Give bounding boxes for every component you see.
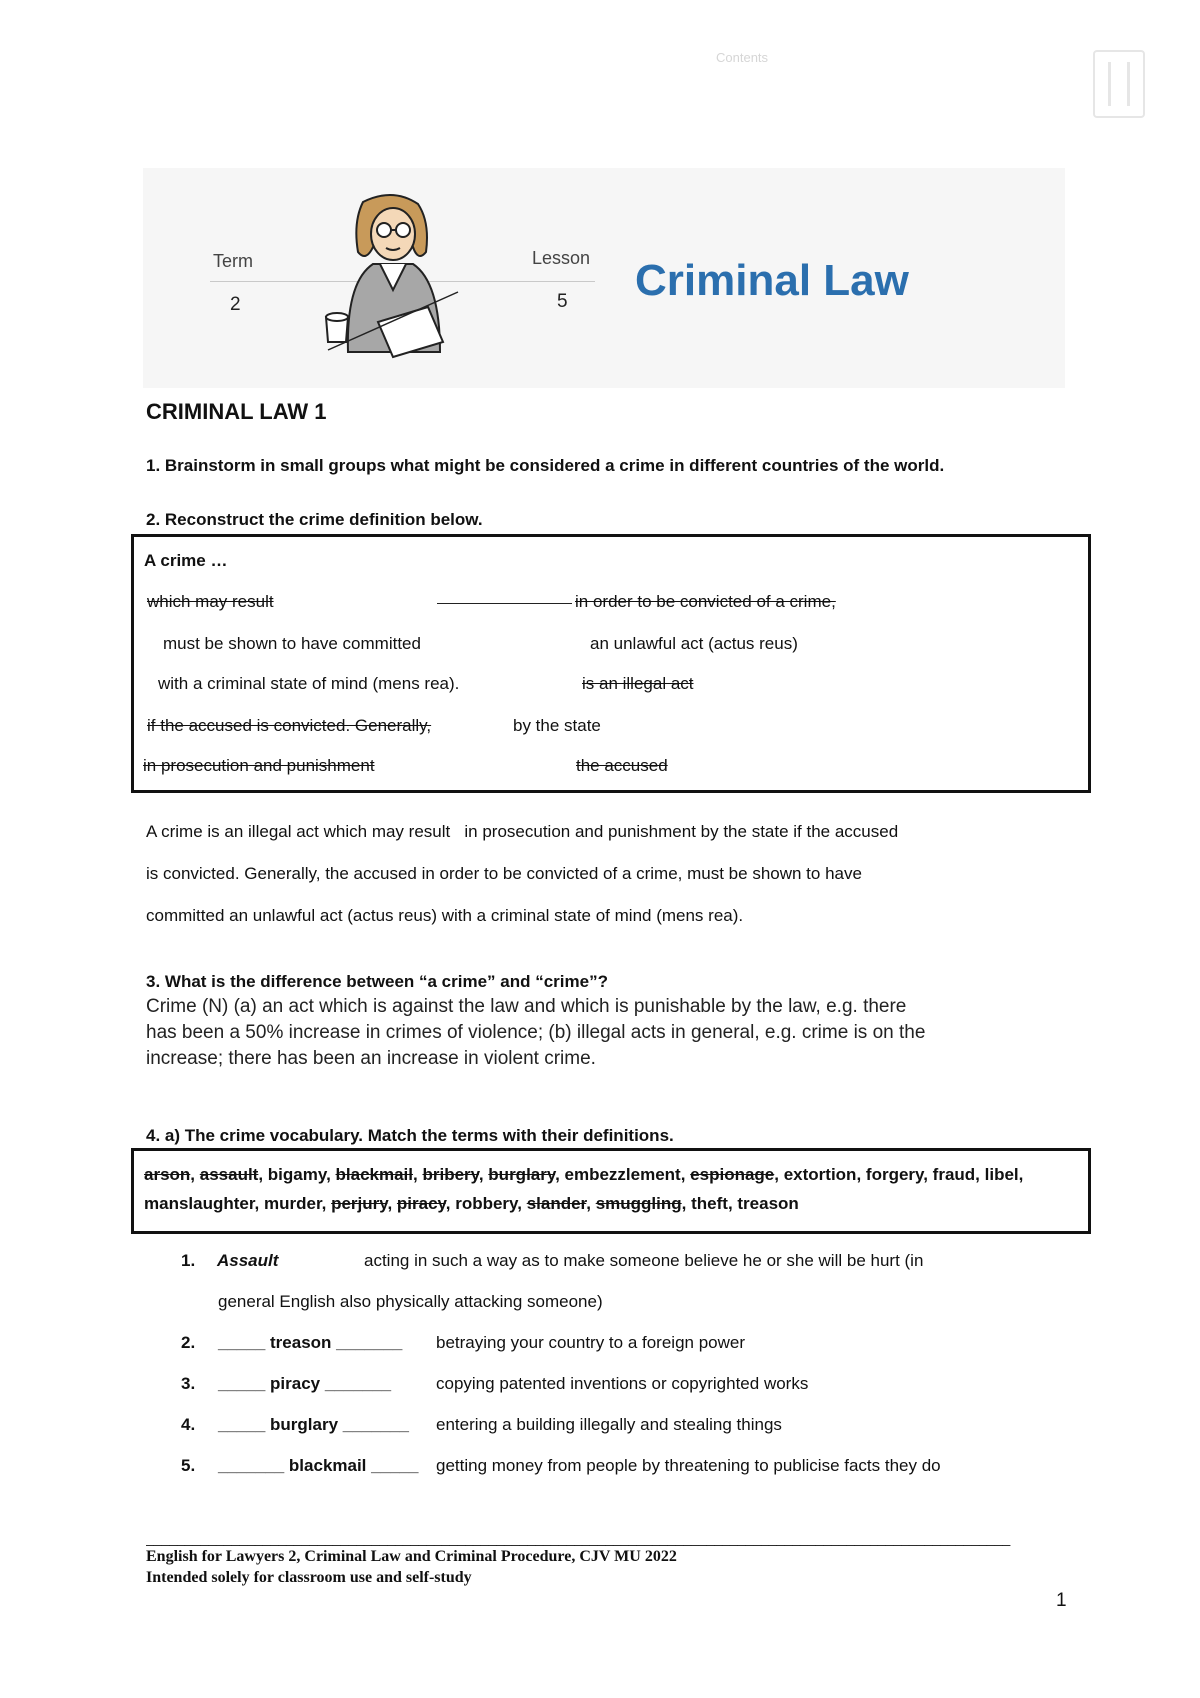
vocab-word: espionage xyxy=(690,1165,775,1184)
item-definition: general English also physically attacking someone) xyxy=(218,1292,603,1311)
vocab-word: robbery xyxy=(455,1194,518,1213)
item-definition: acting in such a way as to make someone believe he or she will be hurt (in xyxy=(364,1251,924,1270)
vocab-word: bribery xyxy=(422,1165,479,1184)
item-number: 4. xyxy=(181,1415,196,1434)
lesson-banner xyxy=(143,168,1065,388)
vocab-word: embezzlement xyxy=(564,1165,681,1184)
item-number: 3. xyxy=(181,1374,196,1393)
vocab-word: perjury xyxy=(331,1194,388,1213)
difference-line: increase; there has been an increase in violent crime. xyxy=(146,1048,596,1069)
definition-fragment: in order to be convicted of a crime, xyxy=(575,592,836,611)
vocab-word: burglary xyxy=(488,1165,556,1184)
definition-fragment: the accused xyxy=(576,756,668,775)
answer-line: is convicted. Generally, the accused in order to be convicted of a crime, must be shown to have xyxy=(146,864,862,883)
vocab-word: bigamy xyxy=(267,1165,327,1184)
section-title: CRIMINAL LAW 1 xyxy=(146,399,327,424)
definition-fragment: must be shown to have committed xyxy=(163,634,421,653)
answer-line: committed an unlawful act (actus reus) with a criminal state of mind (mens rea). xyxy=(146,906,744,925)
task-3: 3. What is the difference between “a crime” and “crime”? xyxy=(146,972,608,991)
teacher-illustration-icon xyxy=(318,192,468,362)
lesson-label: Lesson xyxy=(532,248,591,268)
h-logo-icon xyxy=(1093,50,1145,118)
definition-fragment: by the state xyxy=(513,716,601,735)
difference-line: Crime (N) (a) an act which is against the law and which is punishable by the law, e.g. there xyxy=(146,996,907,1017)
header-faint-text: Contents xyxy=(716,50,769,65)
vocab-word: blackmail xyxy=(335,1165,414,1184)
item-number: 1. xyxy=(181,1251,196,1270)
item-term: _____ treason _______ xyxy=(218,1333,403,1352)
vocab-word: fraud xyxy=(932,1165,976,1184)
banner-title: Criminal Law xyxy=(635,256,909,305)
item-definition: copying patented inventions or copyrighted works xyxy=(436,1374,809,1393)
task-2: 2. Reconstruct the crime definition below. xyxy=(146,510,483,529)
task-1: 1. Brainstorm in small groups what might be considered a crime in different countries of the world. xyxy=(146,456,945,475)
definition-fragment: an unlawful act (actus reus) xyxy=(590,634,798,653)
definition-fragment: which may result xyxy=(147,592,274,611)
vocab-word: forgery xyxy=(865,1165,924,1184)
definition-fragment: in prosecution and punishment xyxy=(143,756,375,775)
vocab-word: theft xyxy=(691,1194,728,1213)
page-number: 1 xyxy=(1056,1590,1067,1611)
blank-line xyxy=(437,603,572,604)
difference-line: has been a 50% increase in crimes of violence; (b) illegal acts in general, e.g. crime is on the xyxy=(146,1022,926,1043)
definition-fragment: is an illegal act xyxy=(582,674,694,693)
vocab-word: piracy xyxy=(396,1194,446,1213)
item-term: Assault xyxy=(217,1251,279,1270)
vocab-word: assault xyxy=(199,1165,259,1184)
lesson-value: 5 xyxy=(557,291,568,312)
term-value: 2 xyxy=(230,294,241,315)
vocab-word: smuggling xyxy=(595,1194,682,1213)
item-number: 5. xyxy=(181,1456,196,1475)
definition-heading: A crime … xyxy=(144,551,228,570)
vocab-word: extortion xyxy=(783,1165,857,1184)
item-definition: getting money from people by threatening to publicise facts they do xyxy=(436,1456,941,1475)
item-term: _____ piracy _______ xyxy=(218,1374,392,1393)
vocab-word: treason xyxy=(737,1194,799,1213)
task-4: 4. a) The crime vocabulary. Match the terms with their definitions. xyxy=(146,1126,674,1145)
definition-box xyxy=(131,534,1091,793)
footer-line: Intended solely for classroom use and self-study xyxy=(146,1569,472,1586)
vocab-word: libel xyxy=(984,1165,1019,1184)
vocab-word: manslaughter xyxy=(144,1194,255,1213)
footer-rule: _______________________________________________________________________________________________________________ xyxy=(146,1530,1011,1546)
item-definition: entering a building illegally and stealing things xyxy=(436,1415,782,1434)
item-term: _______ blackmail _____ xyxy=(218,1456,419,1475)
answer-line: A crime is an illegal act which may result in prosecution and punishment by the state if the accused xyxy=(146,822,899,841)
vocab-word: murder xyxy=(264,1194,322,1213)
item-term: _____ burglary _______ xyxy=(218,1415,409,1434)
definition-fragment: with a criminal state of mind (mens rea). xyxy=(158,674,460,693)
item-number: 2. xyxy=(181,1333,196,1352)
vocab-word: slander xyxy=(526,1194,587,1213)
vocab-word: arson xyxy=(144,1165,191,1184)
footer-line: English for Lawyers 2, Criminal Law and Criminal Procedure, CJV MU 2022 xyxy=(146,1548,677,1565)
vocab-list: arson, assault, bigamy, blackmail, bribery, burglary, embezzlement, espionage, extortion, forgery, fraud, libel, manslaughter, murder, perjury, piracy, robbery, slander, smuggling, theft, treason xyxy=(144,1165,1024,1213)
term-label: Term xyxy=(213,251,253,271)
item-definition: betraying your country to a foreign power xyxy=(436,1333,746,1352)
definition-fragment: if the accused is convicted. Generally, xyxy=(147,716,432,735)
